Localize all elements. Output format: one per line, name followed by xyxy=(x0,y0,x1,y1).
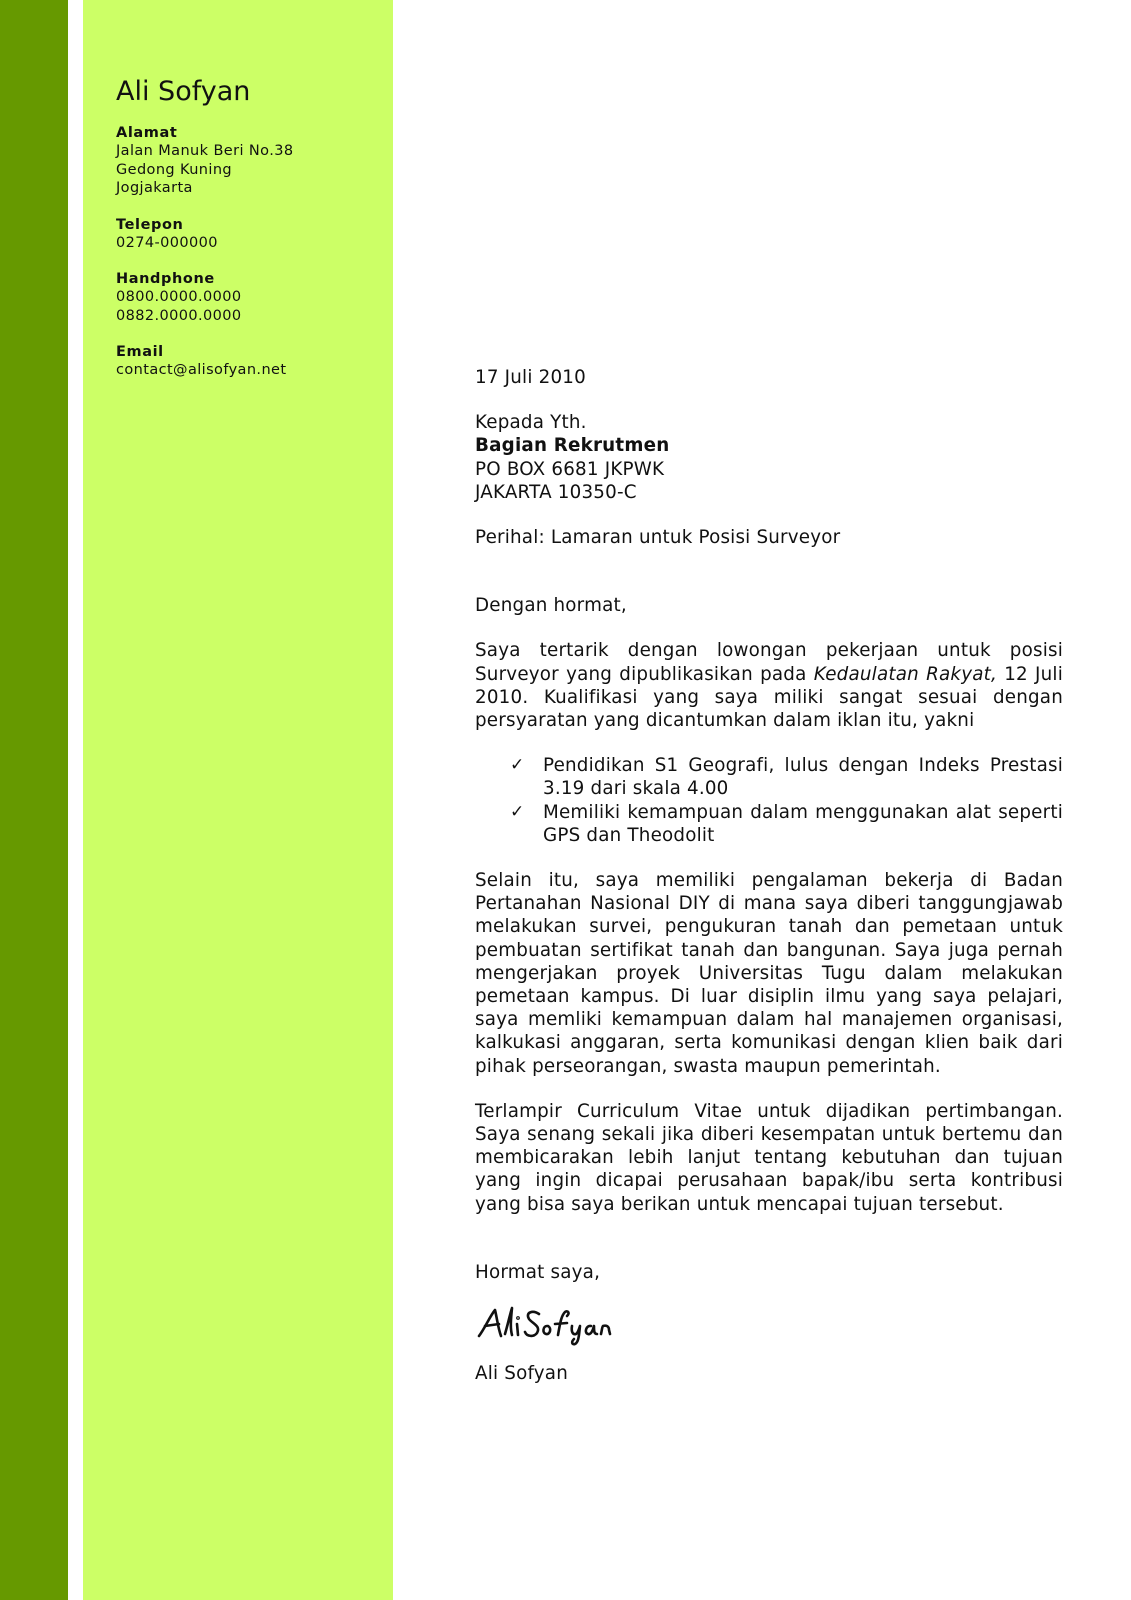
intro-paragraph xyxy=(475,639,1063,732)
recipient-address-line: JAKARTA 10350-C xyxy=(475,481,637,503)
checkmark-icon: ✓ xyxy=(510,801,525,822)
address-line: Jogjakarta xyxy=(116,180,193,196)
sender-name: Ali Sofyan xyxy=(116,76,251,107)
list-item xyxy=(510,754,1063,800)
qualification-text: Memiliki kemampuan dalam menggunakan alat seperti GPS dan Theodolit xyxy=(543,801,1063,846)
closing-paragraph: Terlampir Curriculum Vitae untuk dijadikan pertimbangan. Saya senang sekali jika diberi kesempatan untuk bertemu dan membicarakan lebih lanjut tentang kebutuhan dan tujuan yang ingin dicapai perusahaan bapak/ibu serta kontribusi yang bisa saya berikan untuk mencapai tujuan tersebut. xyxy=(475,1100,1063,1215)
handwritten-signature xyxy=(475,1302,1063,1352)
mobile-block xyxy=(116,270,386,325)
mobile-number: 0800.0000.0000 xyxy=(116,289,242,305)
address-line: Jalan Manuk Beri No.38 xyxy=(116,143,294,159)
email-address: contact@alisofyan.net xyxy=(116,362,287,378)
email-block xyxy=(116,343,386,380)
address-label: Alamat xyxy=(116,125,178,141)
address-block xyxy=(116,124,386,198)
mobile-number: 0882.0000.0000 xyxy=(116,307,242,324)
recipient-greeting: Kepada Yth. xyxy=(475,412,587,434)
qualification-text: Pendidikan S1 Geografi, lulus dengan Indeks Prestasi 3.19 dari skala 4.00 xyxy=(543,755,1063,800)
phone-block xyxy=(116,216,386,253)
letter-body xyxy=(475,366,1063,1385)
signature-graphic xyxy=(475,1302,625,1348)
intro-text: Saya tertarik dengan lowongan pekerjaan untuk posisi Surveyor yang dipublikasikan pada xyxy=(475,640,1063,685)
phone-label: Telepon xyxy=(116,216,184,233)
dark-green-stripe xyxy=(0,0,68,1600)
sender-info xyxy=(116,76,386,398)
recipient-block xyxy=(475,411,1063,504)
letter-subject: Perihal: Lamaran untuk Posisi Surveyor xyxy=(475,527,841,549)
letter-date: 17 Juli 2010 xyxy=(475,367,586,388)
qualification-list xyxy=(475,754,1063,847)
list-item xyxy=(510,801,1063,847)
address-line: Gedong Kuning xyxy=(116,161,233,178)
recipient-address-line: PO BOX 6681 JKPWK xyxy=(475,458,665,480)
email-label: Email xyxy=(116,344,164,360)
newspaper-name: Kedaulatan Rakyat, xyxy=(813,663,997,685)
salutation: Dengan hormat, xyxy=(475,595,627,617)
signer-name: Ali Sofyan xyxy=(475,1363,568,1385)
closing-phrase: Hormat saya, xyxy=(475,1261,601,1283)
checkmark-icon: ✓ xyxy=(510,755,525,776)
recipient-department: Bagian Rekrutmen xyxy=(475,435,670,457)
phone-number: 0274-000000 xyxy=(116,234,218,251)
experience-paragraph: Selain itu, saya memiliki pengalaman bekerja di Badan Pertanahan Nasional DIY di mana saya diberi tanggungjawab melakukan survei, pengukuran tanah dan pemetaan untuk pembuatan sertifikat tanah dan bangunan. Saya juga pernah mengerjakan proyek Universitas Tugu dalam melakukan pemetaan kampus. Di luar disiplin ilmu yang saya pelajari, saya memliki kemampuan dalam hal manajemen organisasi, kalkukasi anggaran, serta komunikasi dengan klien baik dari pihak perseorangan, swasta maupun pemerintah. xyxy=(475,870,1063,1077)
intro-text-continued: 12 Juli 2010. Kualifikasi yang saya miliki sangat sesuai dengan persyaratan yang dicantumkan dalam iklan itu, yakni xyxy=(475,663,1063,732)
mobile-label: Handphone xyxy=(116,271,215,287)
